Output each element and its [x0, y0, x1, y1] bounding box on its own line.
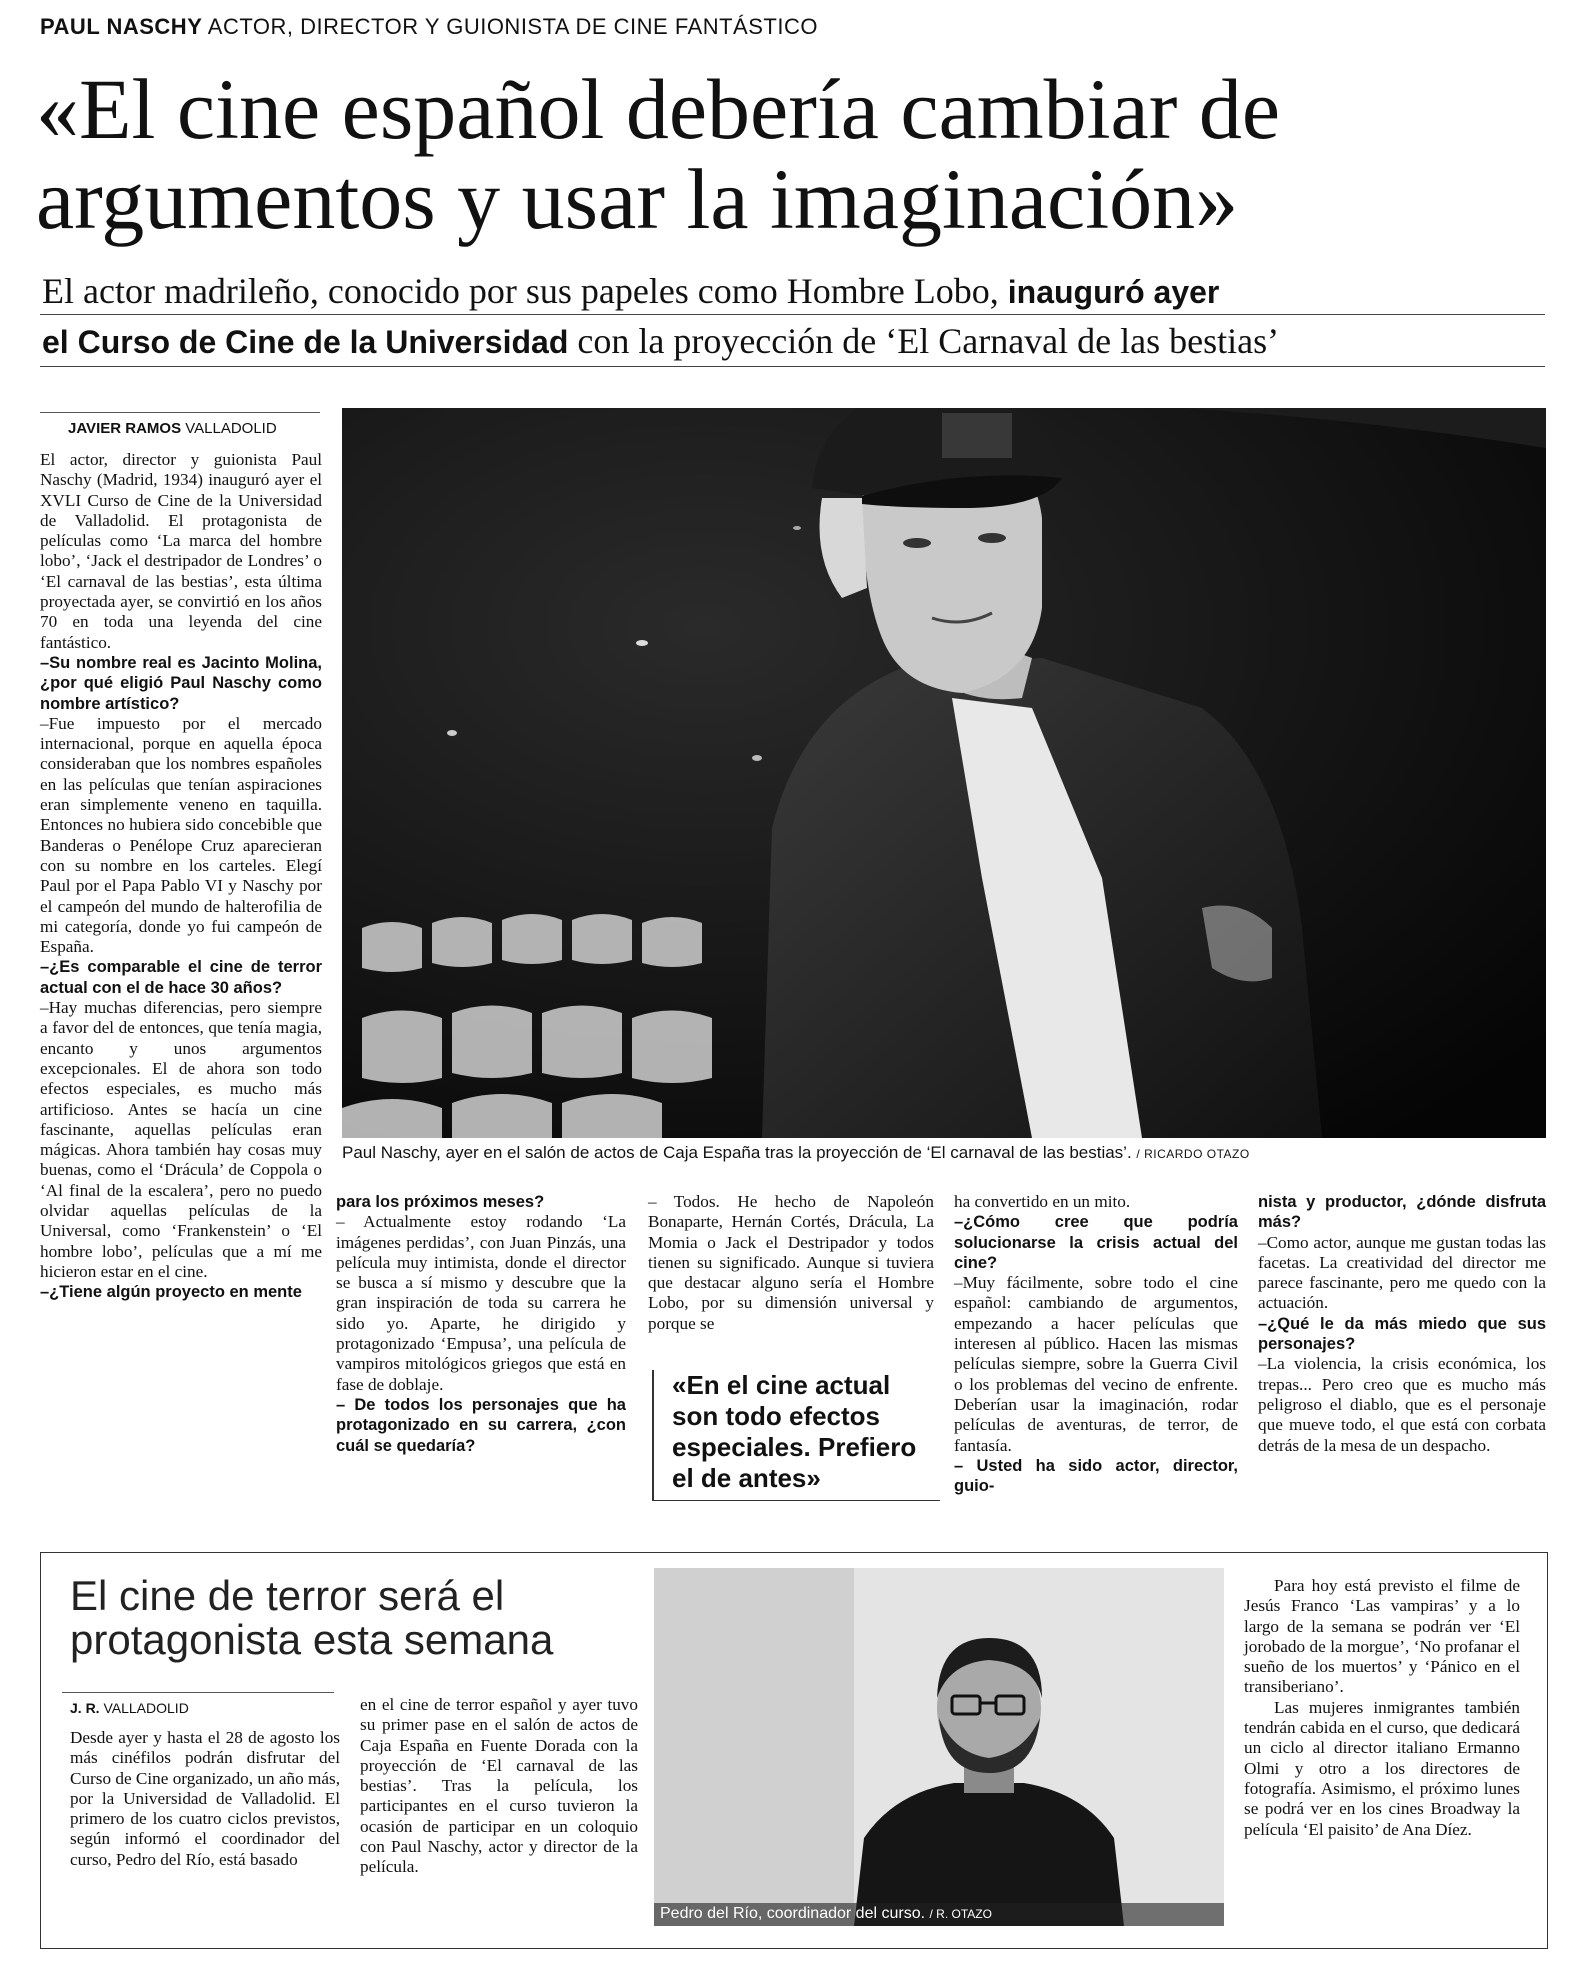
sidebar-paragraph: en el cine de terror español y ayer tuvo su primer pase en el salón de actos de Caja España en Fuente Dorada con la proyección de ‘El carnaval de las bestias’. Tras la película, los participantes en el curso tuvieron la ocasión de participar en un coloquio con Paul Naschy, actor y director de la película. [360, 1695, 638, 1877]
section-kicker [40, 14, 818, 40]
question: –Su nombre real es Jacinto Molina, ¿por qué eligió Paul Naschy como nombre artístico? [40, 653, 322, 713]
deck-line-2-text: con la proyección de ‘El Carnaval de las bestias’ [577, 321, 1280, 361]
sidebar-column-1 [70, 1728, 340, 1870]
deck-divider [40, 314, 1545, 315]
article-column-2 [336, 1192, 626, 1456]
article-column-4 [954, 1192, 1238, 1496]
sidebar-paragraph: Las mujeres inmigrantes también tendrán cabida en el curso, que dedicará un ciclo al director italiano Ermanno Olmi y otro a los directores de fotografía. Asimismo, el próximo lunes se podrá ver en los cines Broadway la película ‘El paisito’ de Ana Díez. [1244, 1697, 1520, 1839]
byline [68, 420, 277, 437]
answer: –Hay muchas diferencias, pero siempre a favor del de entonces, que tenía magia, encanto y unos argumentos excepcionales. El de ahora son todo efectos especiales, es mucho más artificioso. Antes se hacía un cine fascinante, aquellas películas eran mágicas. Ahora también hay cosas muy buenas, como el ‘Drácula’ de Coppola o ‘Al final de la escalera’, pero no puedo olvidar aquellas películas de la Universal, como ‘Frankenstein’ o ‘El hombre lobo’, películas que a mí me hicieron estar en el cine. [40, 998, 322, 1281]
question: para los próximos meses? [336, 1193, 545, 1211]
main-photo [342, 408, 1546, 1138]
main-photo-illustration [342, 408, 1546, 1138]
deck-line-2-bold: el Curso de Cine de la Universidad [42, 324, 569, 360]
question: –¿Tiene algún proyecto en mente [40, 1283, 302, 1302]
answer: –Fue impuesto por el mercado internacional, porque en aquella época consideraban que los nombres españoles en las películas que tenían aspiraciones eran simplemente veneno en taquilla. Entonces no hubiera sido concebible que Banderas o Penélope Cruz aparecieran con su nombre en los carteles. Elegí Paul por el Papa Pablo VI y Naschy por el campeón del mundo de halterofilia de mi categoría, donde yo fui campeón de España. [40, 713, 322, 957]
answer: ha convertido en un mito. [954, 1192, 1131, 1211]
deck-line-1-bold: inauguró ayer [1007, 274, 1220, 310]
answer: – Actualmente estoy rodando ‘La imágenes perdidas’, con Juan Pinzás, una película muy intimista, donde el director se busca a sí mismo y descubre que la gran inspiración de toda su carrera he sido yo. Aparte, he dirigido y protagonizado ‘Empusa’, una película de vampiros mitológicos griegos que está en fase de doblaje. [336, 1212, 626, 1394]
question: –¿Qué le da más miedo que sus personajes? [1258, 1314, 1546, 1354]
sidebar-photo-caption [660, 1905, 992, 1923]
answer: – Todos. He hecho de Napoleón Bonaparte, Hernán Cortés, Drácula, La Momia o Jack el Destripador y todos tienen su significado. Aunque si tuviera que destacar alguno sería el Hombre Lobo, por su dimensión universal y porque se [648, 1192, 934, 1333]
sidebar-title: El cine de terror será el protagonista esta semana [70, 1572, 554, 1663]
deck-line-1-text: El actor madrileño, conocido por sus papeles como Hombre Lobo, [42, 271, 999, 311]
photo-caption-text: Paul Naschy, ayer en el salón de actos de Caja España tras la proyección de ‘El carnaval de las bestias’. [342, 1143, 1132, 1162]
deck-divider-bottom [40, 366, 1545, 367]
sidebar-paragraph: Desde ayer y hasta el 28 de agosto los más cinéfilos podrán disfrutar del Curso de Cine organizado, un año más, por la Universidad de Valladolid. El primero de los cuatro ciclos previstos, según informó el coordinador del curso, Pedro del Río, está basado [70, 1728, 340, 1869]
kicker-name: PAUL NASCHY [40, 14, 203, 39]
answer: –Muy fácilmente, sobre todo el cine español: cambiando de argumentos, empezando a hacer películas que interesen al público. Hacen las mismas películas siempre, sobre la Guerra Civil o los problemas del vecino de enfrente. Deberían usar la imaginación, rodar películas de aventuras, de terror, de fantasía. [954, 1273, 1238, 1455]
sidebar-column-2 [360, 1695, 638, 1878]
question: – Usted ha sido actor, director, guio- [954, 1456, 1238, 1496]
photo-credit: / RICARDO OTAZO [1136, 1147, 1250, 1161]
sidebar-photo-credit: / R. OTAZO [929, 1907, 992, 1921]
headline: «El cine español debería cambiar de argumentos y usar la imaginación» [36, 61, 1281, 247]
article-column-1 [40, 450, 322, 1302]
question: – De todos los personajes que ha protagonizado en su carrera, ¿con cuál se quedaría? [336, 1395, 626, 1455]
sidebar-paragraph: Para hoy está previsto el filme de Jesús Franco ‘Las vampiras’ y a lo largo de la semana se podrán ver ‘El jorobado de la morgue’, ‘No profanar el sueño de los muertos’ y ‘Pánico en el transiberiano’. [1244, 1576, 1520, 1697]
sidebar-byline-author: J. R. [70, 1700, 100, 1716]
deck-line-1 [42, 270, 1219, 312]
question: –¿Cómo cree que podría solucionarse la crisis actual del cine? [954, 1213, 1238, 1272]
byline-divider [40, 412, 320, 413]
deck-line-2 [42, 320, 1279, 362]
sidebar-photo [654, 1568, 1224, 1926]
question: nista y productor, ¿dónde disfruta más? [1258, 1193, 1546, 1232]
byline-place: VALLADOLID [185, 420, 277, 437]
sidebar-photo-illustration [654, 1568, 1224, 1926]
sidebar-byline-place: VALLADOLID [103, 1700, 189, 1716]
article-column-5 [1258, 1192, 1546, 1456]
question: –¿Es comparable el cine de terror actual con el de hace 30 años? [40, 958, 322, 997]
answer: –Como actor, aunque me gustan todas las facetas. La creatividad del director me parece fascinante, pero me quedo con la actuación. [1258, 1232, 1546, 1313]
kicker-role: ACTOR, DIRECTOR Y GUIONISTA DE CINE FANTÁSTICO [207, 14, 818, 39]
intro-paragraph: El actor, director y guionista Paul Naschy (Madrid, 1934) inauguró ayer el XVLI Curso de Cine de la Universidad de Valladolid. El protagonista de películas como ‘La marca del hombre lobo’, ‘Jack el destripador de Londres’ o ‘El carnaval de las bestias’, esta última proyectada ayer, se convirtió en los años 70 en toda una leyenda del cine fantástico. [40, 450, 322, 652]
answer: –La violencia, la crisis económica, los trepas... Pero creo que es mucho más peligroso el diablo, que es el personaje que mueve todo, el que está con corbata detrás de la mesa de un despacho. [1258, 1354, 1546, 1455]
byline-author: JAVIER RAMOS [68, 420, 182, 437]
sidebar-byline-divider [62, 1692, 334, 1693]
pull-quote: «En el cine actual son todo efectos especiales. Prefiero el de antes» [652, 1370, 940, 1501]
sidebar-caption-text: Pedro del Río, coordinador del curso. [660, 1905, 926, 1922]
photo-caption [342, 1143, 1250, 1163]
article-column-3 [648, 1192, 934, 1334]
sidebar-byline [70, 1700, 189, 1716]
sidebar-column-3 [1244, 1576, 1520, 1840]
